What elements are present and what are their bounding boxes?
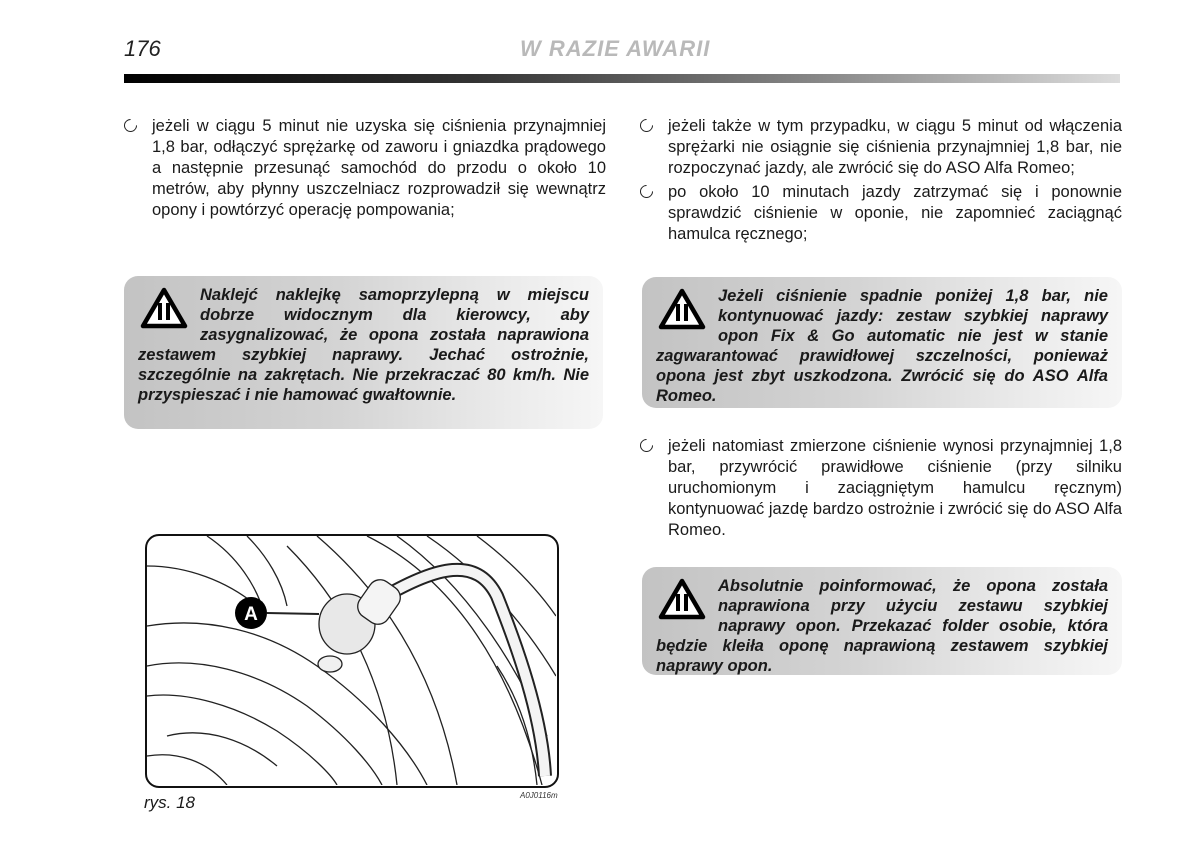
callout-label-a: A [244,604,258,625]
figure-caption: rys. 18 [144,793,196,812]
bullet-item [124,116,606,221]
bullet-circle-icon [637,116,655,134]
warning-triangle-icon [658,288,706,330]
warning-triangle-icon [658,578,706,620]
bullet-text: jeżeli także w tym przypadku, w ciągu 5 minut od włączenia sprężarki nie osiągnie się ciśnienia przynajmniej 1,8 bar, nie rozpoczynać jazdy, ale zwrócić się do ASO Alfa Romeo; [668,117,1122,177]
bullet-item [640,182,1122,245]
warning-triangle-icon [140,287,188,329]
figure-code: A0J0116m [520,791,558,800]
left-column [124,116,606,224]
warning-box-pressure [642,277,1122,408]
section-title: W RAZIE AWARII [520,36,711,61]
header-bar [124,74,1120,83]
bullet-text: jeżeli natomiast zmierzone ciśnienie wynosi przynajmniej 1,8 bar, przywrócić prawidłowe ciśnienie (przy silniku uruchomionym i zaciągniętym hamulcu ręcznym) kontynuować jazdę bardzo ostrożnie i zwrócić się do ASO Alfa Romeo. [668,437,1122,539]
bullet-item [640,116,1122,179]
warning-box-sticker [124,276,603,429]
warning-text: Jeżeli ciśnienie spadnie poniżej 1,8 bar, nie kontynuować jazdy: zestaw szybkiej naprawy opon Fix & Go automatic nie jest w stanie zagwarantować prawidłowej szczelności, ponieważ opona jest zbyt uszkodzona. Zwrócić się do ASO Alfa Romeo. [656,287,1108,405]
bullet-circle-icon [637,182,655,200]
warning-text: Naklejć naklejkę samoprzylepną w miejscu dobrze widocznym dla kierowcy, aby zasygnalizować, że opona została naprawiona zestawem szybkiej naprawy. Jechać ostrożnie, szczególnie na zakrętach. Nie przekraczać 80 km/h. Nie przyspieszać i nie hamować gwałtownie. [138,286,589,404]
bullet-item [640,436,1122,541]
figure-compressor-valve [145,534,559,788]
bullet-text: po około 10 minutach jazdy zatrzymać się i ponownie sprawdzić ciśnienie w oponie, nie zapomnieć zaciągnąć hamulca ręcznego; [668,183,1122,243]
bullet-text: jeżeli w ciągu 5 minut nie uzyska się ciśnienia przynajmniej 1,8 bar, odłączyć sprężarkę od zaworu i gniazdka prądowego a następnie przesunąć samochód do przodu o około 10 metrów, aby płynny uszczelniacz rozprowadził się wewnątrz opony i powtórzyć operację pompowania; [152,117,606,219]
bullet-circle-icon [637,436,655,454]
bullet-circle-icon [121,116,139,134]
warning-box-inform [642,567,1122,675]
page-number: 176 [124,36,161,61]
illustration-tire-valve [147,536,556,785]
right-column [640,116,1122,248]
right-column-lower [640,436,1122,544]
warning-text: Absolutnie poinformować, że opona została naprawiona przy użyciu zestawu szybkiej naprawy opon. Przekazać folder osobie, która będzie kleiła oponę naprawioną zestawem szybkiej naprawy opon. [656,577,1108,675]
